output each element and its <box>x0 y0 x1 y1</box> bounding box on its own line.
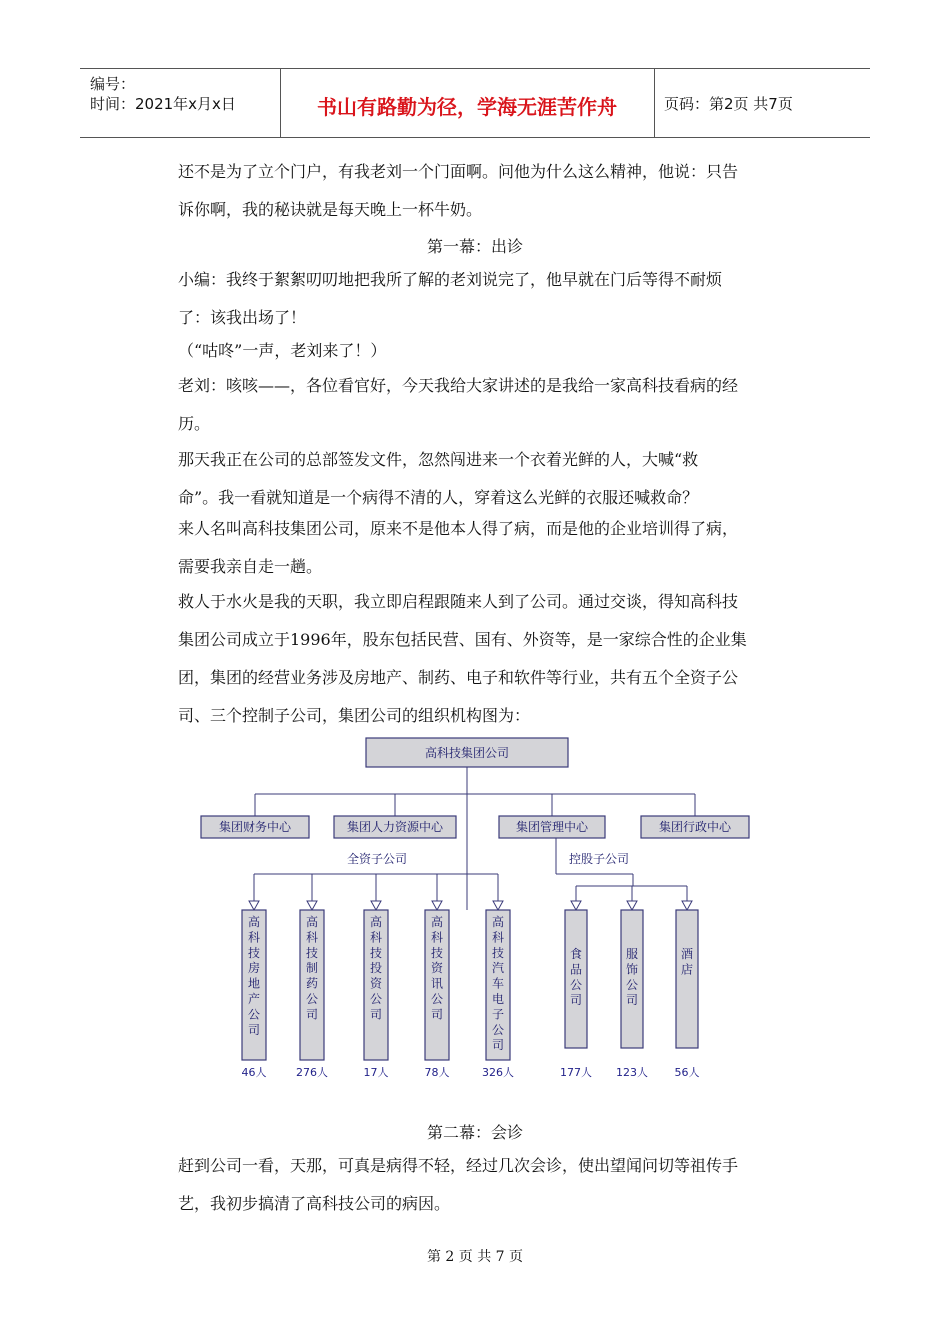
subsidiary-label: 高科技资讯公司 <box>430 915 444 1022</box>
doc-number: 编号： <box>90 75 136 93</box>
text-line: 历。 <box>178 414 211 433</box>
subsidiary-label: 高科技投资公司 <box>369 915 383 1022</box>
text-line: 需要我亲自走一趟。 <box>178 557 323 576</box>
center-label: 集团人力资源中心 <box>346 820 444 834</box>
staff-count: 56人 <box>674 1066 700 1079</box>
holding-label: 控股子公司 <box>568 852 630 866</box>
subsidiary-label: 高科技汽车电子公司 <box>491 915 505 1053</box>
paragraph <box>178 153 738 229</box>
text-line: 老刘：咳咳——，各位看官好，今天我给大家讲述的是我给一家高科技看病的经 <box>178 376 739 395</box>
text-line: 来人名叫高科技集团公司，原来不是他本人得了病，而是他的企业培训得了病， <box>178 519 739 538</box>
header-motto-cell <box>280 69 655 137</box>
arrow-head <box>249 901 259 910</box>
text-line: 赶到公司一看，天那，可真是病得不轻，经过几次会诊，使出望闻问切等祖传手 <box>178 1156 739 1175</box>
staff-count: 177人 <box>560 1066 592 1079</box>
paragraph <box>178 510 738 586</box>
staff-count: 123人 <box>616 1066 648 1079</box>
wholly-owned-label: 全资子公司 <box>346 852 408 866</box>
act1-heading: 第一幕：出诊 <box>426 237 523 256</box>
staff-count: 276人 <box>296 1066 328 1079</box>
subsidiary-label: 高科技制药公司 <box>305 915 319 1022</box>
org-chart <box>195 736 755 1086</box>
act2-heading: 第二幕：会诊 <box>426 1123 523 1142</box>
text-line: 还不是为了立个门户，有我老刘一个门面啊。问他为什么这么精神，他说：只告 <box>178 162 739 181</box>
org-chart-lines <box>249 767 695 910</box>
root-label: 高科技集团公司 <box>424 746 510 760</box>
subsidiary-label: 高科技房地产公司 <box>247 915 261 1037</box>
motto: 书山有路勤为径，学海无涯苦作舟 <box>317 95 617 119</box>
paragraph <box>178 367 738 443</box>
doc-date: 时间：2021年x月x日 <box>90 95 236 113</box>
arrow-head <box>627 901 637 910</box>
text-line: 团，集团的经营业务涉及房地产、制药、电子和软件等行业，共有五个全资子公 <box>178 668 739 687</box>
text-line: 救人于水火是我的天职，我立即启程跟随来人到了公司。通过交谈，得知高科技 <box>178 592 739 611</box>
text-line: 小编：我终于絮絮叨叨地把我所了解的老刘说完了，他早就在门后等得不耐烦 <box>178 270 723 289</box>
text-line: 艺，我初步搞清了高科技公司的病因。 <box>178 1194 451 1213</box>
center-label: 集团管理中心 <box>515 820 589 834</box>
text-line: （“咕咚”一声，老刘来了！） <box>178 341 387 360</box>
page-header <box>80 68 870 138</box>
center-label: 集团行政中心 <box>658 820 732 834</box>
header-page-cell <box>655 69 870 137</box>
text-line: 命”。我一看就知道是一个病得不清的人，穿着这么光鲜的衣服还喊救命？ <box>178 488 699 507</box>
header-meta <box>80 69 281 137</box>
staff-count: 326人 <box>482 1066 514 1079</box>
staff-count: 78人 <box>424 1066 450 1079</box>
arrow-head <box>307 901 317 910</box>
arrow-head <box>371 901 381 910</box>
subsidiary-label: 食品公司 <box>569 947 583 1008</box>
arrow-head <box>432 901 442 910</box>
paragraph <box>178 1147 738 1223</box>
paragraph <box>178 337 386 365</box>
subsidiary-label: 酒店 <box>680 947 694 977</box>
arrow-head <box>571 901 581 910</box>
staff-count: 46人 <box>241 1066 267 1079</box>
text-line: 那天我正在公司的总部签发文件，忽然闯进来一个衣着光鲜的人，大喊“救 <box>178 450 699 469</box>
text-line: 司、三个控制子公司，集团公司的组织机构图为： <box>178 706 531 725</box>
text-line: 诉你啊，我的秘诀就是每天晚上一杯牛奶。 <box>178 200 483 219</box>
center-label: 集团财务中心 <box>218 820 292 834</box>
staff-count: 17人 <box>363 1066 389 1079</box>
paragraph <box>178 261 722 337</box>
arrow-head <box>682 901 692 910</box>
page-info: 页码：第2页 共7页 <box>664 95 793 113</box>
subsidiary-label: 服饰公司 <box>625 947 639 1008</box>
text-line: 集团公司成立于1996年，股东包括民营、国有、外资等，是一家综合性的企业集 <box>178 630 747 649</box>
page-footer: 第 2 页 共 7 页 <box>426 1249 524 1265</box>
arrow-head <box>493 901 503 910</box>
paragraph <box>178 441 698 517</box>
paragraph <box>178 583 747 735</box>
org-chart-nodes <box>201 738 749 1079</box>
subsidiary-box <box>676 910 698 1048</box>
text-line: 了：该我出场了！ <box>178 308 307 327</box>
